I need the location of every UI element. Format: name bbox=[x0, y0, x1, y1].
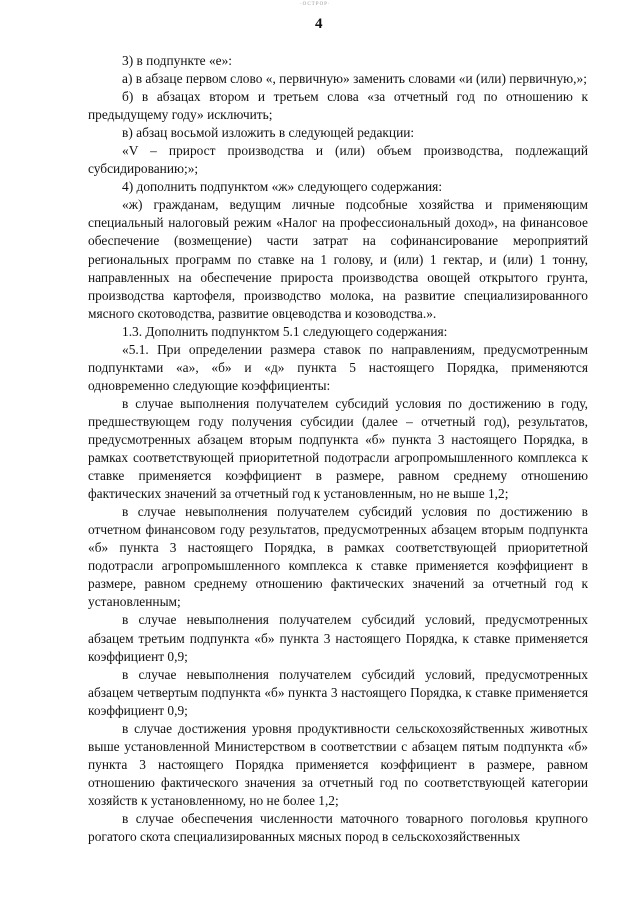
paragraph: «ж) гражданам, ведущим личные подсобные хозяйства и применяющим специальный налоговый режим «Налог на профессиональный доход», на финансовое обеспечение (возмещение) части затрат на софинансирование мероприятий региональных программ по ставке на 1 голову, и (или) 1 гектар, и (или) 1 тонну, направленных на обеспечение прироста производства овощей открытого грунта, производства картофеля, производство молока, на развитие специализированного мясного скотоводства, развитие овцеводства и козоводства.». bbox=[88, 197, 588, 321]
paragraph: а) в абзаце первом слово «, первичную» заменить словами «и (или) первичную,»; bbox=[122, 71, 587, 87]
paragraph: 4) дополнить подпунктом «ж» следующего содержания: bbox=[122, 179, 443, 195]
paragraph: в случае невыполнения получателем субсидий условий, предусмотренных абзацем четвертым подпункта «б» пункта 3 настоящего Порядка, к ставке применяется коэффициент 0,9; bbox=[88, 666, 588, 718]
paragraph: б) в абзацах втором и третьем слова «за отчетный год по отношению к предыдущему году» исключить; bbox=[88, 89, 588, 123]
paragraph: «V – прирост производства и (или) объем производства, подлежащий субсидированию;»; bbox=[88, 143, 588, 177]
paragraph: в) абзац восьмой изложить в следующей редакции: bbox=[122, 125, 415, 141]
paragraph: в случае выполнения получателем субсидий условия по достижению в году, предшествующем году получения субсидии (далее – отчетный год), результатов, предусмотренных абзацем вторым подпункта «б» пункта 3 настоящего Порядка, в рамках соответствующей приоритетной подотрасли агропромышленного комплекса к ставке применяется коэффициент в размере, равном среднему отношению фактических значений за отчетный год к установленным, но не выше 1,2; bbox=[88, 395, 588, 502]
paragraph: «5.1. При определении размера ставок по направлениям, предусмотренным подпунктами «а», «б» и «д» пункта 5 настоящего Порядка, применяются одновременно следующие коэффициенты: bbox=[88, 341, 588, 393]
paragraph: 1.3. Дополнить подпунктом 5.1 следующего содержания: bbox=[122, 323, 448, 339]
paragraph: в случае обеспечения численности маточного товарного поголовья крупного рогатого скота специализированных мясных пород в сельскохозяйственных bbox=[88, 810, 588, 845]
paragraph: в случае невыполнения получателем субсидий условий, предусмотренных абзацем третьим подпункта «б» пункта 3 настоящего Порядка, к ставке применяется коэффициент 0,9; bbox=[88, 612, 588, 664]
paragraph: в случае достижения уровня продуктивности сельскохозяйственных животных выше установленной Министерством в соответствии с абзацем пятым подпункта «б» пункта 3 настоящего Порядка применяется коэффициент в размере, равном отношению фактического значения за отчетный год по соответствующей категории хозяйств к установленному, но не более 1,2; bbox=[88, 720, 588, 808]
paragraph: 3) в подпункте «е»: bbox=[122, 53, 233, 68]
scan-mark: ·ОСТРОР· bbox=[300, 2, 331, 7]
paragraph: в случае невыполнения получателем субсидий условия по достижению в отчетном финансовом году результатов, предусмотренных абзацем вторым подпункта «б» пункта 3 настоящего Порядка, в рамках соответствующей приоритетной подотрасли агропромышленного комплекса к ставке применяется коэффициент в размере, равном среднему отношению фактических значений за отчетный год к установленным; bbox=[88, 504, 588, 610]
page-number: 4 bbox=[315, 16, 323, 32]
document-body bbox=[88, 52, 588, 846]
